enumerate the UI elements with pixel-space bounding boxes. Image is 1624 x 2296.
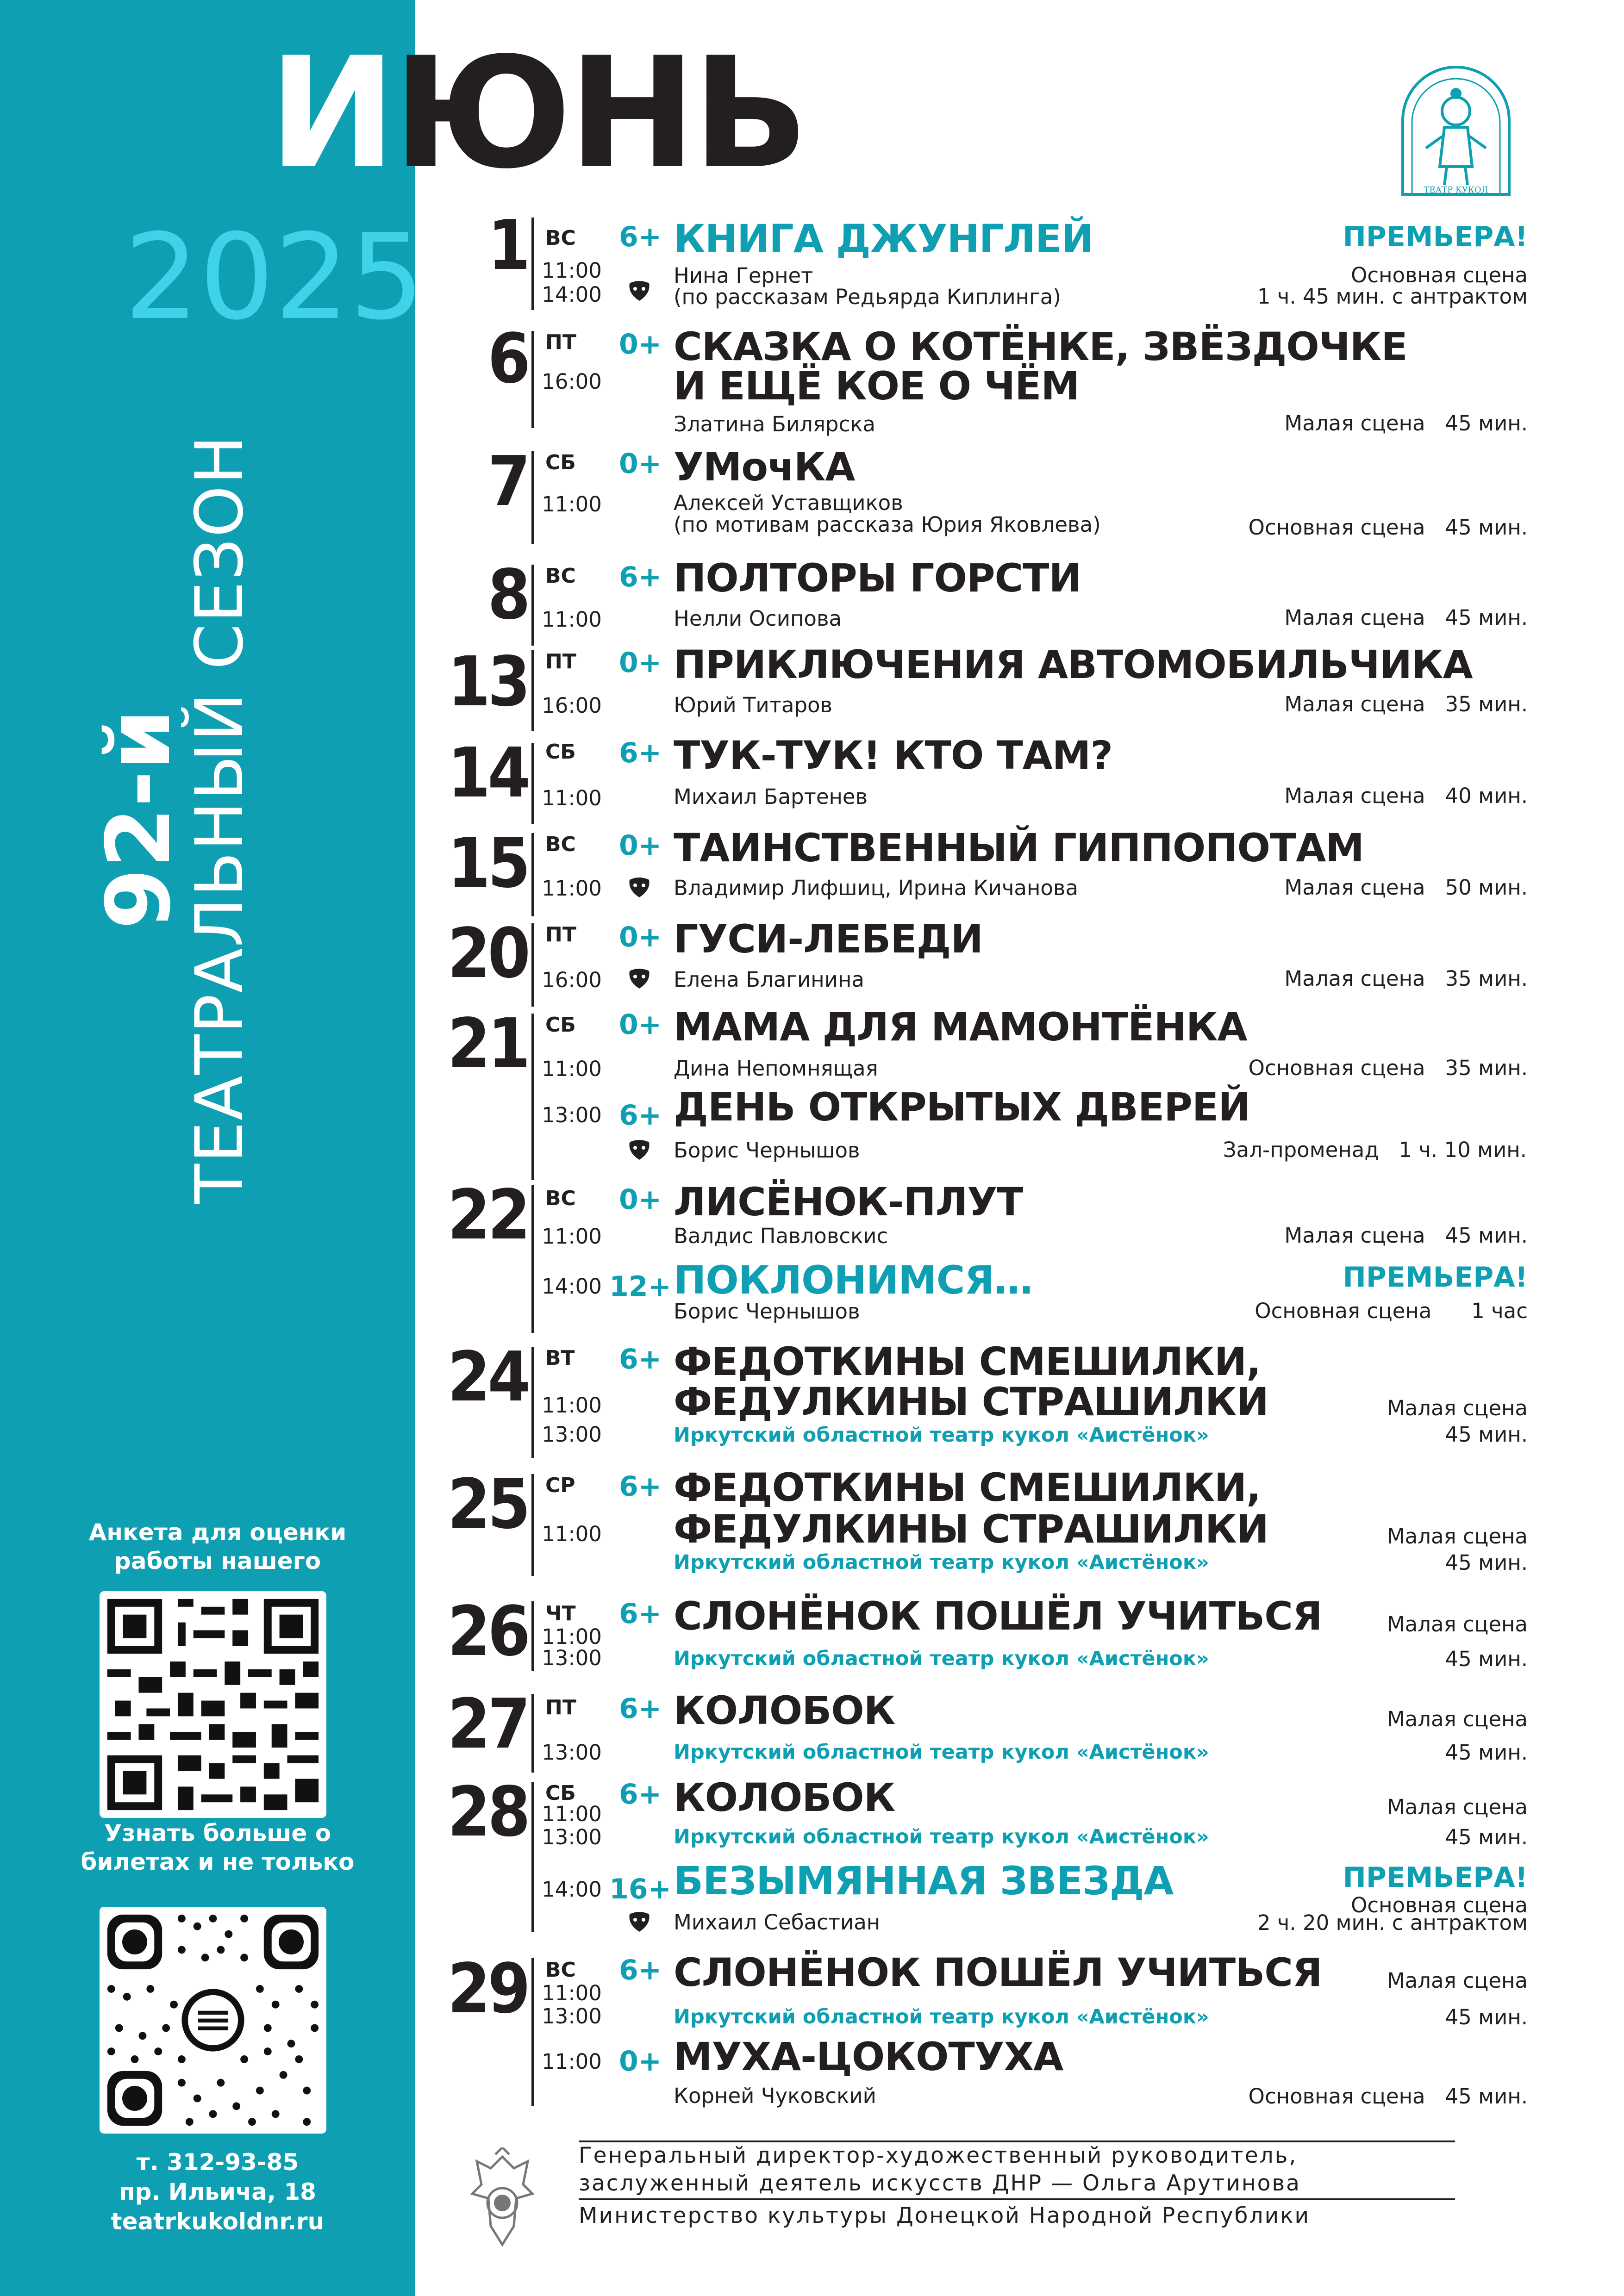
show-time: 16:00 bbox=[542, 369, 602, 394]
logo-caption: ТЕАТР КУКОЛ bbox=[1424, 185, 1488, 195]
venue: Основная сцена bbox=[1350, 1893, 1528, 1917]
season-number: 92-й bbox=[87, 709, 190, 930]
age-rating: 6+ bbox=[618, 221, 662, 253]
author: Борис Чернышов bbox=[674, 1138, 860, 1163]
season-banner bbox=[87, 356, 324, 1282]
day-number: 8 bbox=[487, 555, 528, 635]
show-title[interactable]: ПОЛТОРЫ ГОРСТИ bbox=[674, 555, 1081, 601]
premiere-badge: ПРЕМЬЕРА! bbox=[1343, 221, 1528, 253]
survey-label: Анкета для оценки работы нашего bbox=[88, 1519, 347, 1574]
duration: 45 мин. bbox=[1445, 515, 1528, 540]
venue: Малая сцена bbox=[1387, 1524, 1528, 1549]
guest-theatre: Иркутский областной театр кукол «Аистёнок» bbox=[674, 1741, 1209, 1764]
weekday: СР bbox=[545, 1474, 575, 1497]
show-title[interactable]: УМочКА bbox=[674, 444, 855, 490]
venue: Основная сцена bbox=[1248, 2084, 1425, 2109]
show-title[interactable]: ФЕДОТКИНЫ СМЕШИЛКИ, bbox=[674, 1465, 1261, 1510]
venue: Малая сцена bbox=[1387, 1795, 1528, 1819]
day-number: 28 bbox=[447, 1772, 528, 1852]
day-number: 25 bbox=[447, 1464, 528, 1544]
day-number: 1 bbox=[487, 205, 528, 285]
duration: 45 мин. bbox=[1445, 1825, 1528, 1849]
show-title[interactable]: КНИГА ДЖУНГЛЕЙ bbox=[674, 216, 1093, 261]
weekday: СБ bbox=[545, 1013, 576, 1037]
age-rating: 16+ bbox=[609, 1873, 671, 1905]
day-divider bbox=[531, 650, 534, 731]
show-time: 11:00 bbox=[542, 2049, 602, 2074]
mask-icon bbox=[626, 280, 653, 303]
show-title[interactable]: ГУСИ-ЛЕБЕДИ bbox=[674, 916, 983, 962]
weekday: ВС bbox=[545, 564, 576, 588]
venue: Малая сцена bbox=[1284, 411, 1425, 436]
day-number: 13 bbox=[447, 642, 528, 722]
duration: 35 мин. bbox=[1445, 692, 1528, 716]
show-title[interactable]: ТУК-ТУК! КТО ТАМ? bbox=[674, 733, 1113, 778]
day-divider bbox=[531, 1185, 534, 1333]
duration: 45 мин. bbox=[1445, 605, 1528, 630]
venue: Малая сцена bbox=[1284, 875, 1425, 900]
show-title[interactable]: ПРИКЛЮЧЕНИЯ АВТОМОБИЛЬЧИКА bbox=[674, 642, 1473, 687]
show-title[interactable]: ТАИНСТВЕННЫЙ ГИППОПОТАМ bbox=[674, 825, 1364, 871]
ministry-line: Министерство культуры Донецкой Народной Республики bbox=[579, 2203, 1311, 2228]
premiere-badge: ПРЕМЬЕРА! bbox=[1343, 1861, 1528, 1894]
duration: 40 мин. bbox=[1445, 784, 1528, 808]
show-time: 13:00 bbox=[542, 1422, 602, 1447]
show-time: 13:00 bbox=[542, 2004, 602, 2028]
weekday: СБ bbox=[545, 1781, 576, 1805]
duration: 45 мин. bbox=[1445, 1740, 1528, 1765]
venue-duration bbox=[1284, 1224, 1528, 1247]
day-divider bbox=[531, 743, 534, 824]
day-number: 7 bbox=[487, 442, 528, 521]
guest-theatre: Иркутский областной театр кукол «Аистёнок» bbox=[674, 1825, 1209, 1848]
duration: 45 мин. bbox=[1445, 1223, 1528, 1248]
show-title[interactable]: ФЕДОТКИНЫ СМЕШИЛКИ, bbox=[674, 1339, 1261, 1384]
day-number: 6 bbox=[487, 319, 528, 398]
tickets-label: Узнать больше о билетах и не только bbox=[81, 1820, 355, 1875]
age-rating: 0+ bbox=[618, 2045, 662, 2078]
duration: 45 мин. bbox=[1445, 2084, 1528, 2109]
weekday: ВС bbox=[545, 226, 576, 250]
mask-icon bbox=[626, 967, 653, 990]
show-time: 14:00 bbox=[542, 282, 602, 307]
address: пр. Ильича, 18 bbox=[119, 2178, 316, 2205]
show-time: 16:00 bbox=[542, 968, 602, 992]
day-divider bbox=[531, 1694, 534, 1773]
show-time: 11:00 bbox=[542, 1224, 602, 1249]
venue: Основная сцена bbox=[1248, 515, 1425, 540]
duration: 45 мин. bbox=[1445, 2005, 1528, 2029]
age-rating: 6+ bbox=[618, 737, 662, 769]
day-divider bbox=[531, 1474, 534, 1576]
day-divider bbox=[531, 218, 534, 310]
duration: 2 ч. 20 мин. с антрактом bbox=[1257, 1910, 1528, 1935]
show-time: 13:00 bbox=[542, 1646, 602, 1670]
author: Елена Благинина bbox=[674, 967, 864, 992]
year: 2025 bbox=[124, 209, 425, 346]
weekday: СБ bbox=[545, 740, 576, 764]
venue: Малая сцена bbox=[1284, 692, 1425, 716]
venue-duration bbox=[1284, 606, 1528, 629]
show-time: 11:00 bbox=[542, 1802, 602, 1826]
show-time: 14:00 bbox=[542, 1877, 602, 1902]
mask-icon bbox=[626, 1139, 653, 1162]
show-title[interactable]: СКАЗКА О КОТЁНКЕ, ЗВЁЗДОЧКЕ bbox=[674, 324, 1407, 369]
duration: 35 мин. bbox=[1445, 966, 1528, 991]
duration: 45 мин. bbox=[1445, 411, 1528, 436]
contacts bbox=[60, 2147, 375, 2236]
director-line2: заслуженный деятель искусств ДНР — Ольга Арутинова bbox=[579, 2171, 1301, 2196]
show-title[interactable]: ЛИСЁНОК-ПЛУТ bbox=[674, 1179, 1023, 1225]
duration: 45 мин. bbox=[1445, 1422, 1528, 1447]
day-divider bbox=[531, 923, 534, 1007]
venue-duration bbox=[1284, 693, 1528, 716]
age-rating: 0+ bbox=[618, 829, 662, 862]
age-rating: 6+ bbox=[618, 1099, 662, 1132]
weekday: ВТ bbox=[545, 1346, 575, 1370]
day-number: 24 bbox=[447, 1337, 528, 1417]
show-time: 14:00 bbox=[542, 1274, 602, 1299]
day-number: 15 bbox=[447, 823, 528, 903]
day-divider bbox=[531, 1347, 534, 1458]
age-rating: 0+ bbox=[618, 1183, 662, 1216]
venue: Малая сцена bbox=[1284, 784, 1425, 808]
venue: Основная сцена bbox=[1248, 1056, 1425, 1080]
age-rating: 6+ bbox=[618, 561, 662, 593]
dnr-emblem-icon bbox=[463, 2147, 542, 2254]
tickets-qr-code[interactable] bbox=[100, 1907, 326, 2134]
day-number: 26 bbox=[447, 1592, 528, 1671]
author: Михаил Бартенев bbox=[674, 784, 868, 809]
author: Нина Гернет bbox=[674, 263, 813, 288]
venue-duration bbox=[1284, 876, 1528, 899]
author: Валдис Павловскис bbox=[674, 1224, 888, 1248]
venue-duration bbox=[1284, 967, 1528, 990]
venue: Малая сцена bbox=[1284, 1223, 1425, 1248]
venue: Малая сцена bbox=[1387, 1968, 1528, 1993]
venue: Малая сцена bbox=[1387, 1612, 1528, 1636]
premiere-badge: ПРЕМЬЕРА! bbox=[1343, 1261, 1528, 1294]
show-title[interactable]: КОЛОБОК bbox=[674, 1688, 895, 1733]
duration: 1 ч. 45 мин. с антрактом bbox=[1257, 284, 1528, 309]
venue: Малая сцена bbox=[1284, 605, 1425, 630]
day-divider bbox=[531, 1958, 534, 2106]
venue-duration bbox=[1284, 784, 1528, 808]
month-title bbox=[269, 25, 806, 202]
author: Златина Билярска bbox=[674, 412, 875, 436]
show-time: 11:00 bbox=[542, 876, 602, 901]
day-divider bbox=[531, 1601, 534, 1671]
show-time: 11:00 bbox=[542, 607, 602, 632]
month-first-letter: И bbox=[269, 25, 393, 202]
age-rating: 0+ bbox=[618, 647, 662, 679]
day-number: 22 bbox=[447, 1175, 528, 1255]
day-number: 21 bbox=[447, 1004, 528, 1083]
duration: 45 мин. bbox=[1445, 1550, 1528, 1575]
show-title[interactable]: СЛОНЁНОК ПОШЁЛ УЧИТЬСЯ bbox=[674, 1950, 1322, 1995]
show-time: 11:00 bbox=[542, 1981, 602, 2005]
show-title[interactable]: БЕЗЫМЯННАЯ ЗВЕЗДА bbox=[674, 1858, 1174, 1904]
venue-duration bbox=[1255, 1300, 1528, 1323]
weekday: ПТ bbox=[545, 650, 576, 673]
show-time: 11:00 bbox=[542, 1624, 602, 1649]
guest-theatre: Иркутский областной театр кукол «Аистёнок» bbox=[674, 1424, 1209, 1447]
show-title[interactable]: ДЕНЬ ОТКРЫТЫХ ДВЕРЕЙ bbox=[674, 1084, 1250, 1130]
day-divider bbox=[531, 331, 534, 428]
show-title[interactable]: МАМА ДЛЯ МАМОНТЁНКА bbox=[674, 1004, 1247, 1050]
weekday: ВС bbox=[545, 1187, 576, 1210]
footer-rule bbox=[579, 2198, 1455, 2200]
show-time: 11:00 bbox=[542, 1522, 602, 1546]
weekday: ЧТ bbox=[545, 1602, 576, 1625]
age-rating: 6+ bbox=[618, 1692, 662, 1725]
mask-icon bbox=[626, 876, 653, 899]
duration: 1 час bbox=[1471, 1299, 1528, 1323]
author: Владимир Лифшиц, Ирина Кичанова bbox=[674, 876, 1079, 900]
author: Алексей Уставщиков bbox=[674, 491, 903, 515]
show-title[interactable]: СЛОНЁНОК ПОШЁЛ УЧИТЬСЯ bbox=[674, 1593, 1322, 1639]
day-divider bbox=[531, 1782, 534, 1932]
show-time: 13:00 bbox=[542, 1825, 602, 1849]
puppet-theatre-logo-icon bbox=[1393, 60, 1518, 199]
season-text: ТЕАТРАЛЬНЫЙ СЕЗОН bbox=[181, 434, 258, 1204]
survey-qr-code[interactable] bbox=[100, 1591, 326, 1818]
show-title-line2[interactable]: ФЕДУЛКИНЫ СТРАШИЛКИ bbox=[674, 1506, 1268, 1552]
venue-duration bbox=[1249, 1057, 1528, 1080]
venue: Малая сцена bbox=[1387, 1707, 1528, 1731]
day-number: 14 bbox=[447, 733, 528, 813]
show-time: 11:00 bbox=[542, 1057, 602, 1081]
weekday: ВС bbox=[545, 833, 576, 856]
weekday: СБ bbox=[545, 451, 576, 474]
author-note: (по мотивам рассказа Юрия Яковлева) bbox=[674, 512, 1101, 537]
day-divider bbox=[531, 451, 534, 544]
show-time: 11:00 bbox=[542, 1393, 602, 1418]
venue: Основная сцена bbox=[1350, 263, 1528, 287]
show-time: 16:00 bbox=[542, 693, 602, 718]
age-rating: 6+ bbox=[618, 1598, 662, 1630]
duration: 1 ч. 10 мин. bbox=[1399, 1138, 1527, 1162]
show-time: 11:00 bbox=[542, 492, 602, 516]
duration: 50 мин. bbox=[1445, 875, 1528, 900]
age-rating: 6+ bbox=[618, 1470, 662, 1503]
author: Михаил Себастиан bbox=[674, 1910, 881, 1935]
author: Корней Чуковский bbox=[674, 2084, 876, 2108]
age-rating: 12+ bbox=[609, 1270, 671, 1303]
theatre-logo bbox=[1393, 60, 1518, 199]
director-line1: Генеральный директор-художественный руководитель, bbox=[579, 2143, 1298, 2168]
weekday: ПТ bbox=[545, 330, 576, 354]
website-link[interactable]: teatrkukoldnr.ru bbox=[111, 2208, 325, 2235]
venue: Малая сцена bbox=[1284, 966, 1425, 991]
day-divider bbox=[531, 833, 534, 916]
age-rating: 0+ bbox=[618, 921, 662, 953]
duration: 35 мин. bbox=[1445, 1056, 1528, 1080]
guest-theatre: Иркутский областной театр кукол «Аистёнок» bbox=[674, 2005, 1209, 2028]
day-number: 29 bbox=[447, 1949, 528, 2028]
mask-icon bbox=[626, 1910, 653, 1934]
qr-code-icon bbox=[100, 1591, 326, 1818]
venue-duration bbox=[1284, 412, 1528, 435]
author: Нелли Осипова bbox=[674, 606, 842, 631]
weekday: ВС bbox=[545, 1958, 576, 1982]
show-title-line2[interactable]: И ЕЩЁ КОЕ О ЧЁМ bbox=[674, 363, 1080, 409]
age-rating: 0+ bbox=[618, 1008, 662, 1041]
author: Борис Чернышов bbox=[674, 1299, 860, 1324]
author: Дина Непомнящая bbox=[674, 1056, 878, 1081]
show-time: 13:00 bbox=[542, 1103, 602, 1127]
day-number: 20 bbox=[447, 914, 528, 993]
footer-rule-top bbox=[579, 2140, 1455, 2142]
author: Юрий Титаров bbox=[674, 693, 833, 717]
duration: 45 мин. bbox=[1445, 1647, 1528, 1671]
venue-duration bbox=[1249, 516, 1528, 539]
day-number: 27 bbox=[447, 1684, 528, 1764]
venue: Малая сцена bbox=[1387, 1396, 1528, 1420]
show-time: 11:00 bbox=[542, 786, 602, 810]
age-rating: 6+ bbox=[618, 1343, 662, 1375]
author-note: (по рассказам Редьярда Киплинга) bbox=[674, 285, 1061, 309]
guest-theatre: Иркутский областной театр кукол «Аистёнок» bbox=[674, 1647, 1209, 1670]
show-title[interactable]: КОЛОБОК bbox=[674, 1775, 895, 1820]
show-time: 11:00 bbox=[542, 258, 602, 283]
age-rating: 0+ bbox=[618, 328, 662, 361]
venue-duration bbox=[1223, 1139, 1527, 1162]
show-title[interactable]: МУХА-ЦОКОТУХА bbox=[674, 2034, 1063, 2079]
day-divider bbox=[531, 565, 534, 646]
age-rating: 6+ bbox=[618, 1954, 662, 1986]
guest-theatre: Иркутский областной театр кукол «Аистёнок» bbox=[674, 1551, 1209, 1574]
phone[interactable]: т. 312-93-85 bbox=[136, 2149, 299, 2176]
age-rating: 0+ bbox=[618, 448, 662, 480]
weekday: ПТ bbox=[545, 1696, 576, 1719]
show-time: 13:00 bbox=[542, 1740, 602, 1765]
day-divider bbox=[531, 1014, 534, 1180]
month-rest: ЮНЬ bbox=[393, 25, 806, 202]
qr-code-icon bbox=[100, 1907, 326, 2134]
show-title[interactable]: ПОКЛОНИМСЯ… bbox=[674, 1257, 1033, 1303]
venue-duration bbox=[1249, 2085, 1528, 2108]
weekday: ПТ bbox=[545, 923, 576, 946]
show-title-line2[interactable]: ФЕДУЛКИНЫ СТРАШИЛКИ bbox=[674, 1379, 1268, 1425]
venue: Зал-променад bbox=[1223, 1138, 1379, 1162]
age-rating: 6+ bbox=[618, 1778, 662, 1811]
venue: Основная сцена bbox=[1255, 1299, 1432, 1323]
